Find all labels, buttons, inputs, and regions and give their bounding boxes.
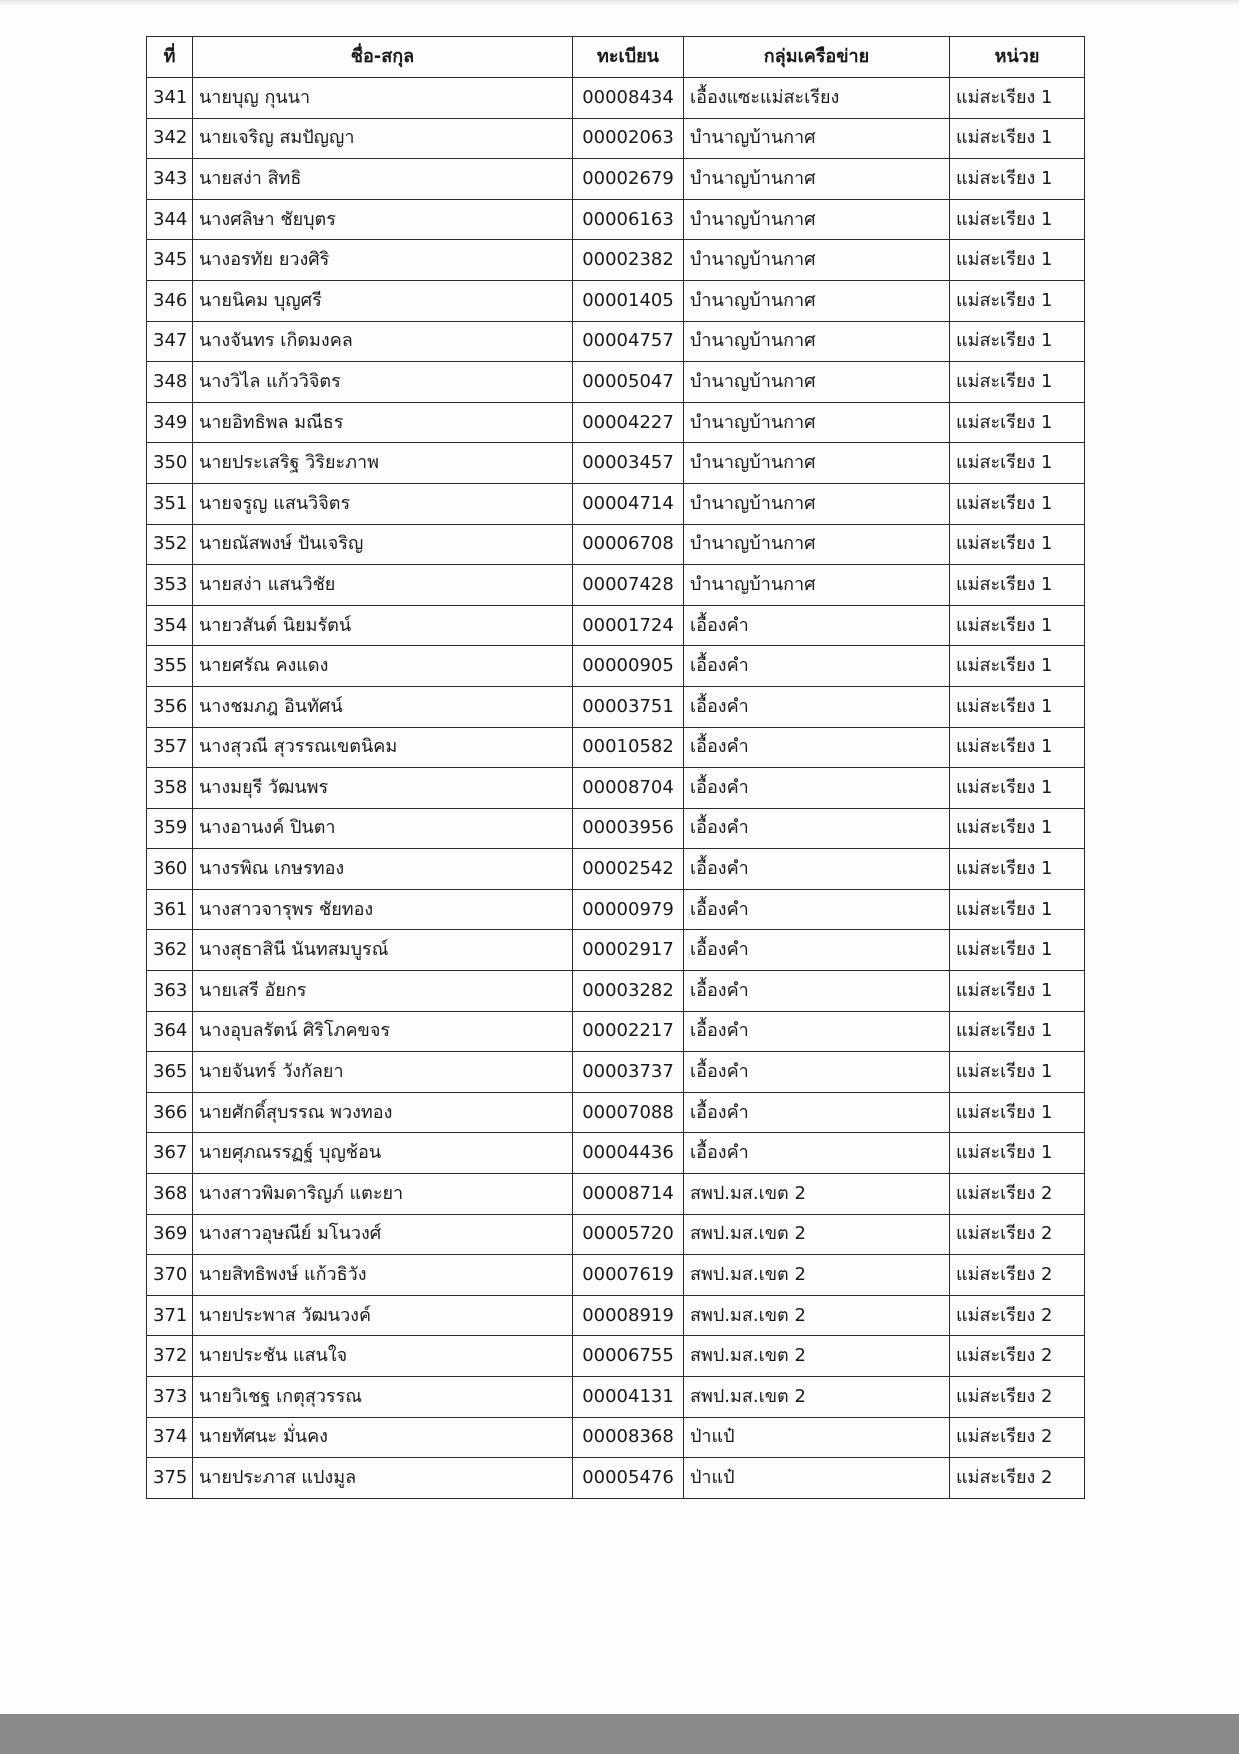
member-name: นายประภาส แปงมูล [193,1458,573,1499]
registration-number: 00006755 [573,1336,684,1377]
unit-name: แม่สะเรียง 1 [950,240,1085,281]
member-name: นายศุภณรรฏฐ์ บุญช้อน [193,1133,573,1174]
row-number: 355 [147,646,193,687]
network-group: บำนาญบ้านกาศ [684,402,950,443]
member-name: นางวิไล แก้ววิจิตร [193,362,573,403]
row-number: 348 [147,362,193,403]
network-group: บำนาญบ้านกาศ [684,524,950,565]
registration-number: 00005720 [573,1214,684,1255]
registration-number: 00008919 [573,1295,684,1336]
network-group: บำนาญบ้านกาศ [684,199,950,240]
table-row [147,362,1085,403]
member-name: นางอรทัย ยวงศิริ [193,240,573,281]
registration-number: 00002679 [573,159,684,200]
row-number: 371 [147,1295,193,1336]
table-row [147,483,1085,524]
header-unit: หน่วย [950,37,1085,78]
registration-number: 00004227 [573,402,684,443]
unit-name: แม่สะเรียง 1 [950,889,1085,930]
member-name: นางอานงค์ ปินตา [193,808,573,849]
header-registration: ทะเบียน [573,37,684,78]
table-row [147,605,1085,646]
network-group: เอื้องคำ [684,1133,950,1174]
row-number: 360 [147,849,193,890]
row-number: 342 [147,118,193,159]
row-number: 347 [147,321,193,362]
row-number: 365 [147,1052,193,1093]
registration-number: 00006708 [573,524,684,565]
table-row [147,1336,1085,1377]
member-name: นางจันทร เกิดมงคล [193,321,573,362]
network-group: บำนาญบ้านกาศ [684,565,950,606]
member-name: นางศลิษา ชัยบุตร [193,199,573,240]
network-group: ป่าแป๋ [684,1417,950,1458]
row-number: 375 [147,1458,193,1499]
table-row [147,565,1085,606]
unit-name: แม่สะเรียง 2 [950,1377,1085,1418]
table-row [147,686,1085,727]
member-name: นายนิคม บุญศรี [193,280,573,321]
network-group: เอื้องแซะแม่สะเรียง [684,78,950,119]
unit-name: แม่สะเรียง 1 [950,605,1085,646]
registration-number: 00002542 [573,849,684,890]
table-row [147,1052,1085,1093]
row-number: 364 [147,1011,193,1052]
row-number: 351 [147,483,193,524]
member-name: นายวสันต์ นิยมรัตน์ [193,605,573,646]
member-name: นายเจริญ สมปัญญา [193,118,573,159]
unit-name: แม่สะเรียง 1 [950,321,1085,362]
table-row [147,930,1085,971]
network-group: เอื้องคำ [684,605,950,646]
unit-name: แม่สะเรียง 1 [950,159,1085,200]
member-name: นางสุวณี สุวรรณเขตนิคม [193,727,573,768]
member-name: นายประพาส วัฒนวงค์ [193,1295,573,1336]
row-number: 368 [147,1174,193,1215]
network-group: เอื้องคำ [684,849,950,890]
table-row [147,199,1085,240]
row-number: 373 [147,1377,193,1418]
table-row [147,889,1085,930]
row-number: 363 [147,971,193,1012]
unit-name: แม่สะเรียง 1 [950,686,1085,727]
registration-number: 00004131 [573,1377,684,1418]
member-name: นายสิทธิพงษ์ แก้วธิวัง [193,1255,573,1296]
member-name: นายสง่า แสนวิชัย [193,565,573,606]
table-row [147,1377,1085,1418]
registration-number: 00008368 [573,1417,684,1458]
table-row [147,78,1085,119]
registration-number: 00002063 [573,118,684,159]
network-group: เอื้องคำ [684,1092,950,1133]
row-number: 372 [147,1336,193,1377]
network-group: เอื้องคำ [684,930,950,971]
registration-number: 00003282 [573,971,684,1012]
network-group: เอื้องคำ [684,1011,950,1052]
unit-name: แม่สะเรียง 1 [950,443,1085,484]
header-no: ที่ [147,37,193,78]
member-name: นางชมภฎ อินทัศน์ [193,686,573,727]
unit-name: แม่สะเรียง 1 [950,768,1085,809]
member-name: นายประชัน แสนใจ [193,1336,573,1377]
network-group: เอื้องคำ [684,686,950,727]
table-row [147,1295,1085,1336]
registration-number: 00006163 [573,199,684,240]
network-group: เอื้องคำ [684,889,950,930]
member-name: นายณัสพงษ์ ปันเจริญ [193,524,573,565]
table-row [147,727,1085,768]
member-name: นางอุบลรัตน์ ศิริโภคขจร [193,1011,573,1052]
registration-number: 00008714 [573,1174,684,1215]
table-row [147,971,1085,1012]
registration-number: 00010582 [573,727,684,768]
row-number: 370 [147,1255,193,1296]
registration-number: 00003737 [573,1052,684,1093]
member-name: นางรพิณ เกษรทอง [193,849,573,890]
network-group: บำนาญบ้านกาศ [684,118,950,159]
registration-number: 00008704 [573,768,684,809]
row-number: 362 [147,930,193,971]
unit-name: แม่สะเรียง 2 [950,1255,1085,1296]
registration-number: 00001405 [573,280,684,321]
row-number: 367 [147,1133,193,1174]
registration-number: 00000979 [573,889,684,930]
row-number: 358 [147,768,193,809]
row-number: 350 [147,443,193,484]
row-number: 366 [147,1092,193,1133]
table-header-row [147,37,1085,78]
row-number: 343 [147,159,193,200]
member-name: นางสาวจารุพร ชัยทอง [193,889,573,930]
table-row [147,1255,1085,1296]
unit-name: แม่สะเรียง 1 [950,565,1085,606]
table-row [147,280,1085,321]
member-name: นายเสรี อัยกร [193,971,573,1012]
member-name: นายสง่า สิทธิ [193,159,573,200]
table-row [147,1174,1085,1215]
table-row [147,1458,1085,1499]
member-table [146,36,1085,1499]
member-name: นายทัศนะ มั่นคง [193,1417,573,1458]
unit-name: แม่สะเรียง 1 [950,1092,1085,1133]
table-row [147,443,1085,484]
registration-number: 00002382 [573,240,684,281]
member-name: นางมยุรี วัฒนพร [193,768,573,809]
network-group: ป่าแป๋ [684,1458,950,1499]
registration-number: 00004714 [573,483,684,524]
network-group: บำนาญบ้านกาศ [684,362,950,403]
unit-name: แม่สะเรียง 1 [950,727,1085,768]
registration-number: 00003457 [573,443,684,484]
member-name: นางสุธาสินี นันทสมบูรณ์ [193,930,573,971]
row-number: 344 [147,199,193,240]
network-group: สพป.มส.เขต 2 [684,1255,950,1296]
network-group: เอื้องคำ [684,768,950,809]
row-number: 346 [147,280,193,321]
registration-number: 00005476 [573,1458,684,1499]
unit-name: แม่สะเรียง 2 [950,1417,1085,1458]
row-number: 361 [147,889,193,930]
registration-number: 00004436 [573,1133,684,1174]
table-row [147,808,1085,849]
network-group: เอื้องคำ [684,808,950,849]
network-group: บำนาญบ้านกาศ [684,240,950,281]
table-row [147,118,1085,159]
member-name: นายศรัณ คงแดง [193,646,573,687]
unit-name: แม่สะเรียง 1 [950,971,1085,1012]
unit-name: แม่สะเรียง 1 [950,402,1085,443]
table-row [147,1214,1085,1255]
registration-number: 00007428 [573,565,684,606]
table-row [147,1011,1085,1052]
registration-number: 00007088 [573,1092,684,1133]
unit-name: แม่สะเรียง 2 [950,1214,1085,1255]
network-group: สพป.มส.เขต 2 [684,1214,950,1255]
member-name: นายประเสริฐ วิริยะภาพ [193,443,573,484]
unit-name: แม่สะเรียง 2 [950,1458,1085,1499]
row-number: 357 [147,727,193,768]
row-number: 352 [147,524,193,565]
registration-number: 00003751 [573,686,684,727]
unit-name: แม่สะเรียง 2 [950,1174,1085,1215]
registration-number: 00004757 [573,321,684,362]
unit-name: แม่สะเรียง 1 [950,524,1085,565]
table-row [147,1133,1085,1174]
row-number: 359 [147,808,193,849]
row-number: 349 [147,402,193,443]
network-group: เอื้องคำ [684,646,950,687]
network-group: บำนาญบ้านกาศ [684,280,950,321]
row-number: 374 [147,1417,193,1458]
network-group: บำนาญบ้านกาศ [684,443,950,484]
scan-edge-shade [0,0,1239,6]
row-number: 354 [147,605,193,646]
unit-name: แม่สะเรียง 2 [950,1336,1085,1377]
network-group: บำนาญบ้านกาศ [684,483,950,524]
unit-name: แม่สะเรียง 1 [950,280,1085,321]
unit-name: แม่สะเรียง 1 [950,930,1085,971]
member-name: นายวิเชฐ เกตุสุวรรณ [193,1377,573,1418]
header-name: ชื่อ-สกุล [193,37,573,78]
registration-number: 00002917 [573,930,684,971]
network-group: บำนาญบ้านกาศ [684,321,950,362]
network-group: เอื้องคำ [684,727,950,768]
scan-bottom-band [0,1714,1239,1754]
network-group: เอื้องคำ [684,1052,950,1093]
registration-number: 00002217 [573,1011,684,1052]
unit-name: แม่สะเรียง 1 [950,646,1085,687]
table-row [147,1417,1085,1458]
unit-name: แม่สะเรียง 1 [950,199,1085,240]
table-body [147,78,1085,1499]
member-name: นายบุญ กุนนา [193,78,573,119]
member-name: นางสาวพิมดาริญภ์ แตะยา [193,1174,573,1215]
member-name: นายศักดิ์สุบรรณ พวงทอง [193,1092,573,1133]
unit-name: แม่สะเรียง 1 [950,78,1085,119]
network-group: สพป.มส.เขต 2 [684,1377,950,1418]
table-row [147,1092,1085,1133]
row-number: 353 [147,565,193,606]
network-group: บำนาญบ้านกาศ [684,159,950,200]
unit-name: แม่สะเรียง 2 [950,1295,1085,1336]
member-name: นายอิทธิพล มณีธร [193,402,573,443]
unit-name: แม่สะเรียง 1 [950,483,1085,524]
registration-number: 00001724 [573,605,684,646]
registration-number: 00000905 [573,646,684,687]
unit-name: แม่สะเรียง 1 [950,362,1085,403]
registration-number: 00007619 [573,1255,684,1296]
table-row [147,402,1085,443]
network-group: สพป.มส.เขต 2 [684,1174,950,1215]
network-group: สพป.มส.เขต 2 [684,1295,950,1336]
registration-number: 00003956 [573,808,684,849]
unit-name: แม่สะเรียง 1 [950,808,1085,849]
unit-name: แม่สะเรียง 1 [950,118,1085,159]
member-name: นายจรูญ แสนวิจิตร [193,483,573,524]
unit-name: แม่สะเรียง 1 [950,1133,1085,1174]
table-row [147,159,1085,200]
row-number: 356 [147,686,193,727]
network-group: สพป.มส.เขต 2 [684,1336,950,1377]
table-row [147,240,1085,281]
row-number: 341 [147,78,193,119]
row-number: 345 [147,240,193,281]
header-network-group: กลุ่มเครือข่าย [684,37,950,78]
network-group: เอื้องคำ [684,971,950,1012]
table-row [147,524,1085,565]
unit-name: แม่สะเรียง 1 [950,1052,1085,1093]
table-row [147,768,1085,809]
member-name: นายจันทร์ วังกัลยา [193,1052,573,1093]
row-number: 369 [147,1214,193,1255]
member-name: นางสาวอุษณีย์ มโนวงศ์ [193,1214,573,1255]
table-row [147,646,1085,687]
table-row [147,849,1085,890]
unit-name: แม่สะเรียง 1 [950,849,1085,890]
registration-number: 00005047 [573,362,684,403]
registration-number: 00008434 [573,78,684,119]
unit-name: แม่สะเรียง 1 [950,1011,1085,1052]
table-row [147,321,1085,362]
